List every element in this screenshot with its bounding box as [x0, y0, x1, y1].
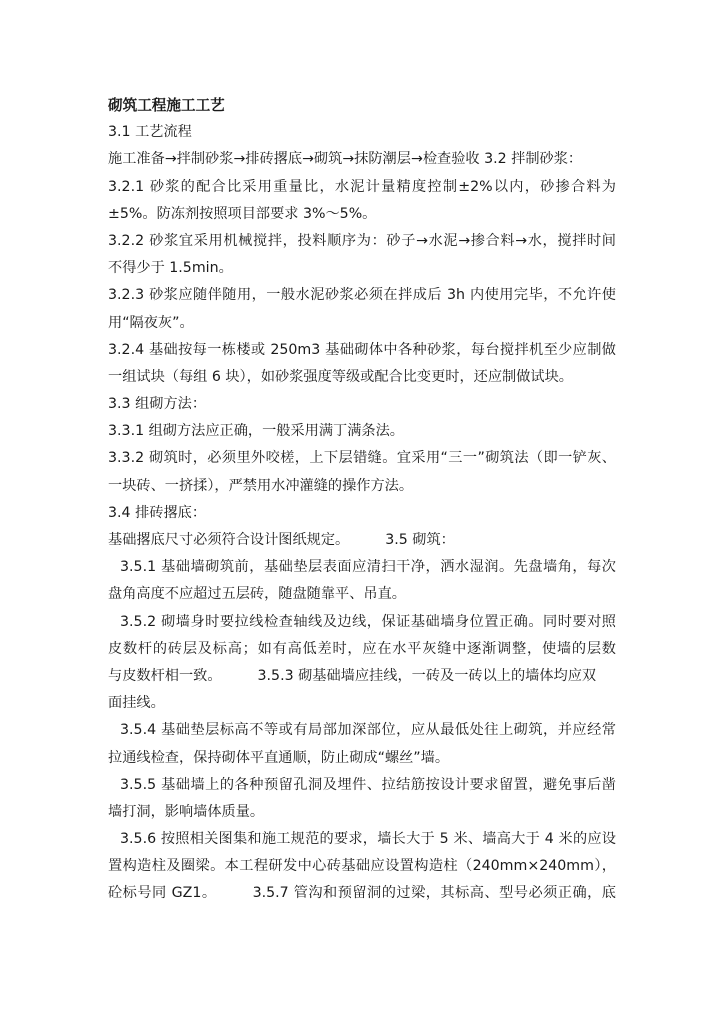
paragraph-line: 不得少于 1.5min。	[108, 260, 233, 277]
paragraph-line: ±5%。防冻剂按照项目部要求 3%～5%。	[108, 205, 377, 222]
paragraph-text: 与皮数杆相一致。	[108, 667, 222, 684]
paragraph-line: 3.3.2 砌筑时，必须里外咬槎，上下层错缝。宜采用“三一”砌筑法（即一铲灰、	[108, 450, 616, 467]
paragraph-text: 砼标号同 GZ1。	[108, 885, 217, 902]
paragraph-line: 墙打洞，影响墙体质量。	[108, 803, 265, 820]
paragraph-line: 3.5.4 基础垫层标高不等或有局部加深部位，应从最低处往上砌筑，并应经常	[120, 722, 616, 739]
paragraph-text: 基础撂底尺寸必须符合设计图纸规定。	[108, 532, 350, 548]
paragraph-line: 置构造柱及圈梁。本工程研发中心砖基础应设置构造柱（240mm×240mm），	[108, 858, 616, 875]
paragraph-line: 盘角高度不应超过五层砖，随盘随靠平、吊直。	[108, 586, 406, 603]
document-body	[108, 92, 616, 908]
heading-3-4: 3.4 排砖撂底：	[108, 504, 207, 521]
paragraph-line: 3.5.6 按照相关图集和施工规范的要求，墙长大于 5 米、墙高大于 4 米的应设	[120, 831, 616, 848]
paragraph-line: 3.5.5 基础墙上的各种预留孔洞及埋件、拉结筋按设计要求留置，避免事后凿	[120, 776, 616, 793]
process-flow-line: 施工准备→拌制砂浆→排砖撂底→砌筑→抹防潮层→检查验收 3.2 拌制砂浆：	[108, 151, 583, 168]
paragraph-line: 面挂线。	[108, 695, 165, 712]
document-title: 砌筑工程施工工艺	[108, 97, 225, 114]
heading-3-5: 3.5 砌筑：	[385, 532, 455, 548]
paragraph-text: 3.5.7 管沟和预留洞的过梁，其标高、型号必须正确，底	[252, 885, 616, 902]
paragraph-text: 3.5.3 砌基础墙应挂线，一砖及一砖以上的墙体均应双	[257, 667, 597, 684]
paragraph-line: 拉通线检查，保持砌体平直通顺，防止砌成“螺丝”墙。	[108, 749, 450, 766]
paragraph-line: 3.2.4 基础按每一栋楼或 250m3 基础砌体中各种砂浆，每台搅拌机至少应制做	[108, 341, 616, 358]
paragraph-line	[108, 880, 616, 907]
paragraph-line: 3.5.1 基础墙砌筑前，基础垫层表面应清扫干净，洒水湿润。先盘墙角，每次	[120, 559, 616, 576]
paragraph-line: 3.5.2 砌墙身时要拉线检查轴线及边线，保证基础墙身位置正确。同时要对照	[120, 613, 616, 630]
paragraph-line: 3.2.3 砂浆应随伴随用，一般水泥砂浆必须在拌成后 3h 内使用完毕，不允许使	[108, 287, 616, 304]
heading-3-3: 3.3 组砌方法：	[108, 396, 207, 413]
paragraph-line	[108, 527, 616, 554]
paragraph-line: 用“隔夜灰”。	[108, 314, 194, 331]
paragraph-line	[108, 663, 616, 690]
paragraph-line: 一组试块（每组 6 块），如砂浆强度等级或配合比变更时，还应制做试块。	[108, 368, 573, 385]
paragraph-line: 3.2.1 砂浆的配合比采用重量比，水泥计量精度控制±2%以内，砂掺合料为	[108, 178, 616, 195]
heading-3-1: 3.1 工艺流程	[108, 124, 192, 141]
paragraph-line: 3.3.1 组砌方法应正确，一般采用满丁满条法。	[108, 423, 404, 440]
paragraph-line: 皮数杆的砖层及标高；如有高低差时，应在水平灰缝中逐渐调整，使墙的层数	[108, 640, 616, 657]
paragraph-line: 一块砖、一挤揉），严禁用水冲灌缝的操作方法。	[108, 477, 414, 494]
paragraph-line: 3.2.2 砂浆宜采用机械搅拌，投料顺序为：砂子→水泥→掺合料→水，搅拌时间	[108, 232, 616, 249]
